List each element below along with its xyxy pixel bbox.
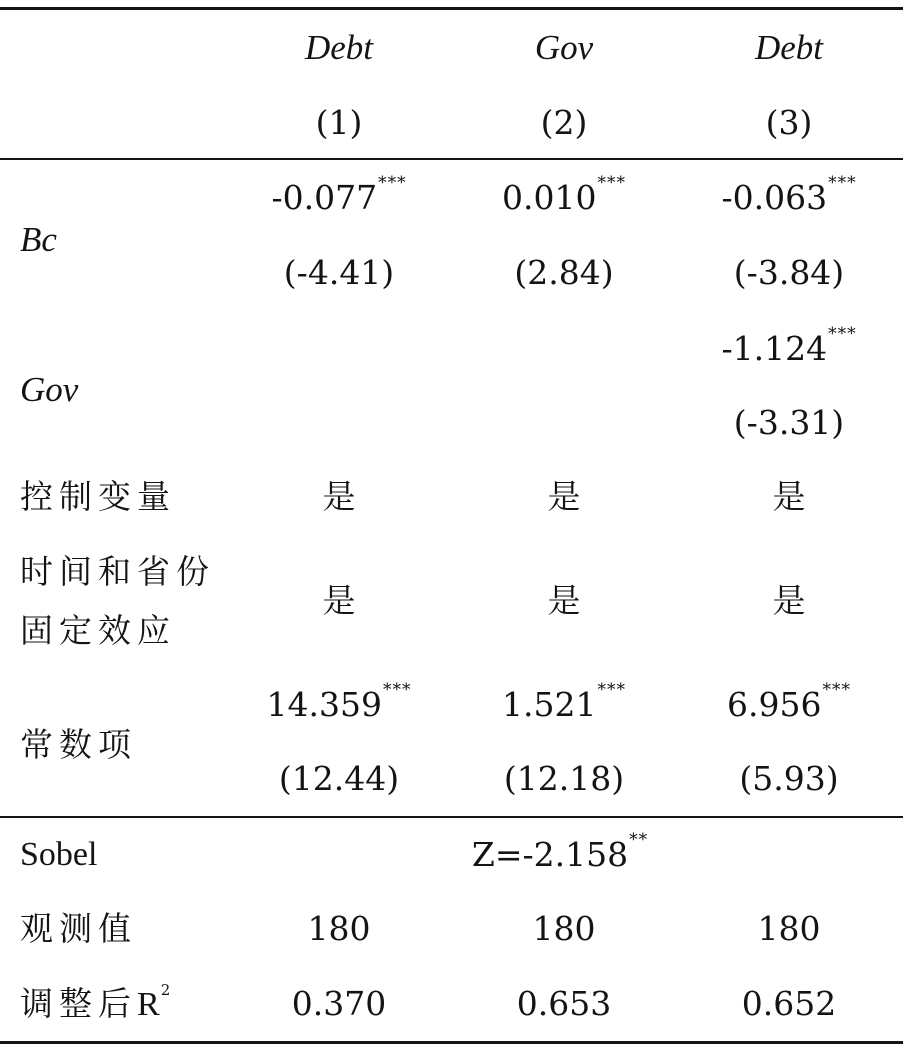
header-col2-var: Gov bbox=[534, 28, 594, 67]
row-label-fixed-effects-line2: 固定效应 bbox=[20, 611, 176, 650]
constant-coef-col1: 14.359*** bbox=[266, 680, 412, 724]
row-label-gov: Gov bbox=[20, 370, 79, 409]
row-label-controls: 控制变量 bbox=[20, 477, 176, 516]
observations-col1: 180 bbox=[307, 909, 371, 948]
adj-r2-col1: 0.370 bbox=[291, 984, 387, 1023]
bc-tstat-col3: (-3.84) bbox=[733, 253, 845, 292]
observations-col2: 180 bbox=[532, 909, 596, 948]
sobel-value: Z=-2.158** bbox=[471, 830, 649, 874]
row-label-constant: 常数项 bbox=[20, 725, 137, 764]
fixed-effects-col2: 是 bbox=[547, 581, 581, 620]
constant-tstat-col2: (12.18) bbox=[503, 759, 625, 798]
row-label-adj-r2: 调整后$R^2$ bbox=[20, 981, 172, 1023]
bottom-rule bbox=[0, 1041, 903, 1044]
row-label-observations: 观测值 bbox=[20, 909, 137, 948]
row-label-sobel: Sobel bbox=[20, 836, 98, 873]
bc-coef-col3: -0.063*** bbox=[721, 173, 857, 217]
constant-tstat-col1: (12.44) bbox=[278, 759, 400, 798]
header-col3-var: Debt bbox=[754, 28, 824, 67]
row-label-fixed-effects-line1: 时间和省份 bbox=[20, 552, 215, 591]
controls-col2: 是 bbox=[547, 477, 581, 516]
row-label-bc: Bc bbox=[20, 220, 57, 259]
header-col1-num: (1) bbox=[315, 103, 363, 142]
observations-col3: 180 bbox=[757, 909, 821, 948]
constant-tstat-col3: (5.93) bbox=[739, 759, 839, 798]
header-col3-num: (3) bbox=[765, 103, 813, 142]
fixed-effects-col1: 是 bbox=[322, 581, 356, 620]
controls-col3: 是 bbox=[772, 477, 806, 516]
bc-tstat-col1: (-4.41) bbox=[283, 253, 395, 292]
constant-coef-col2: 1.521*** bbox=[502, 680, 626, 724]
mid-rule bbox=[0, 816, 903, 818]
header-col2-num: (2) bbox=[540, 103, 588, 142]
gov-tstat-col3: (-3.31) bbox=[733, 403, 845, 442]
fixed-effects-col3: 是 bbox=[772, 581, 806, 620]
adj-r2-col2: 0.653 bbox=[516, 984, 612, 1023]
controls-col1: 是 bbox=[322, 477, 356, 516]
bc-tstat-col2: (2.84) bbox=[514, 253, 614, 292]
bc-coef-col2: 0.010*** bbox=[502, 173, 626, 217]
constant-coef-col3: 6.956*** bbox=[727, 680, 851, 724]
bc-coef-col1: -0.077*** bbox=[271, 173, 407, 217]
adj-r2-col3: 0.652 bbox=[741, 984, 837, 1023]
top-rule bbox=[0, 7, 903, 10]
header-rule bbox=[0, 158, 903, 160]
header-col1-var: Debt bbox=[304, 28, 374, 67]
gov-coef-col3: -1.124*** bbox=[721, 324, 857, 368]
